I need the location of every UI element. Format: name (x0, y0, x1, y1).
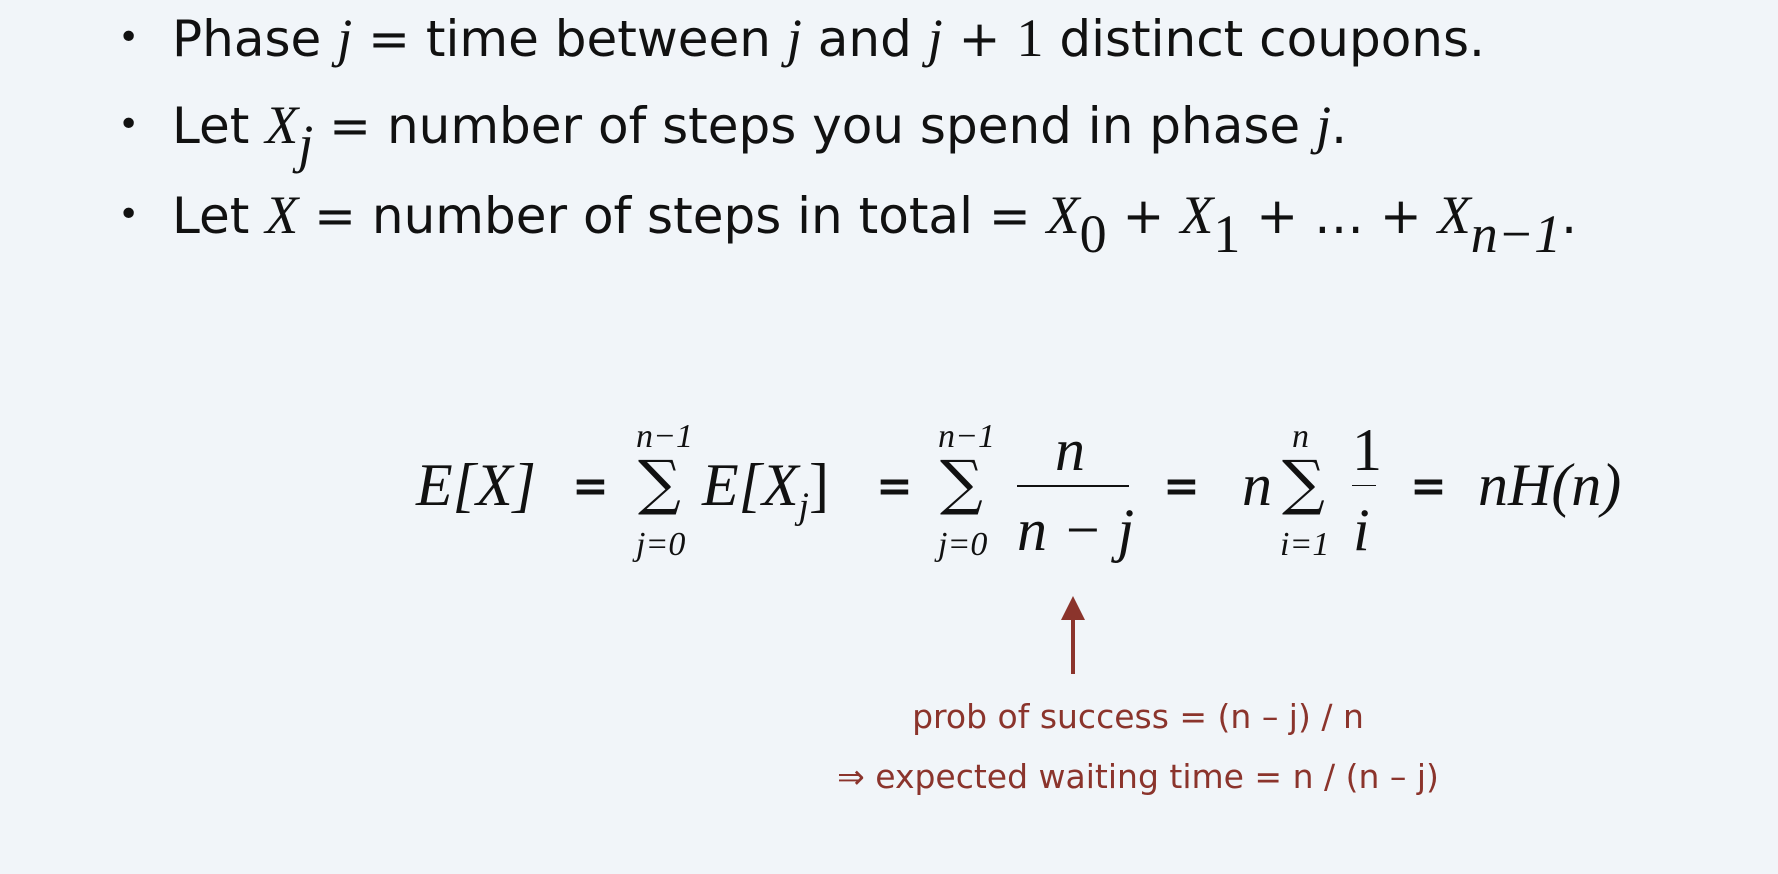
math-var-j: j (786, 8, 802, 68)
sum3-upper-limit: n (1292, 418, 1309, 455)
sum1-upper-limit: n−1 (636, 418, 693, 455)
formula-lhs: E[X] (416, 452, 536, 518)
annotation-waiting-time: ⇒ expected waiting time = n / (n – j) (837, 757, 1439, 796)
text-run: + (1106, 187, 1181, 245)
equals-sign: = (876, 461, 913, 512)
frac1-denominator: n − j (1017, 497, 1135, 563)
annotation-probability: prob of success = (n – j) / n (912, 697, 1364, 736)
text-run: and (801, 10, 928, 68)
frac1-numerator: n (1055, 417, 1085, 483)
text-run: Let (172, 97, 266, 155)
math-var-j: j (337, 8, 353, 68)
sum1-sigma: ∑ (638, 448, 681, 518)
term1-close: ] (809, 452, 829, 518)
equals-sign: = (1410, 461, 1447, 512)
bullet-marker: • (118, 104, 140, 145)
math-subscript-0: 0 (1079, 203, 1107, 264)
text-run: + … + (1240, 187, 1438, 245)
text-run: + (942, 10, 1017, 68)
text-run: . (1561, 187, 1578, 245)
math-var-j: j (1316, 95, 1332, 155)
math-subscript-1: 1 (1213, 203, 1241, 264)
sum2-sigma: ∑ (940, 448, 983, 518)
math-var-j: j (927, 8, 943, 68)
math-subscript-j: j (298, 113, 314, 174)
text-run: = number of steps in total = (298, 187, 1047, 245)
frac2-numerator: 1 (1352, 417, 1382, 483)
text-run: distinct coupons. (1043, 10, 1485, 68)
equals-sign: = (1163, 461, 1200, 512)
text-run: . (1331, 97, 1347, 155)
frac2-denominator: i (1353, 497, 1370, 563)
math-var-x: X (1046, 185, 1080, 245)
math-var-x: X (1180, 185, 1214, 245)
sum1-lower-limit: j=0 (636, 526, 686, 563)
term1-subscript: j (798, 486, 809, 528)
sum2-upper-limit: n−1 (938, 418, 995, 455)
bullet-marker: • (118, 17, 140, 58)
bullet-marker: • (118, 194, 140, 235)
sum3-lower-limit: i=1 (1280, 526, 1330, 563)
text-run: Let (172, 187, 266, 245)
math-var-x: X (1437, 185, 1471, 245)
math-subscript-n-minus-1: n−1 (1470, 203, 1562, 264)
text-run: = time between (352, 10, 787, 68)
sum3-sigma: ∑ (1282, 448, 1325, 518)
text-run: Phase (172, 10, 338, 68)
math-number-1: 1 (1016, 8, 1044, 68)
math-var-x: X (265, 185, 299, 245)
coefficient-n: n (1242, 452, 1272, 518)
arrow-shaft (1071, 610, 1075, 674)
term1-base: E[X (702, 452, 799, 518)
math-var-x: X (265, 95, 299, 155)
formula-rhs: nH(n) (1478, 452, 1622, 518)
equals-sign: = (572, 461, 609, 512)
text-run: = number of steps you spend in phase (313, 97, 1317, 155)
sum2-lower-limit: j=0 (938, 526, 988, 563)
